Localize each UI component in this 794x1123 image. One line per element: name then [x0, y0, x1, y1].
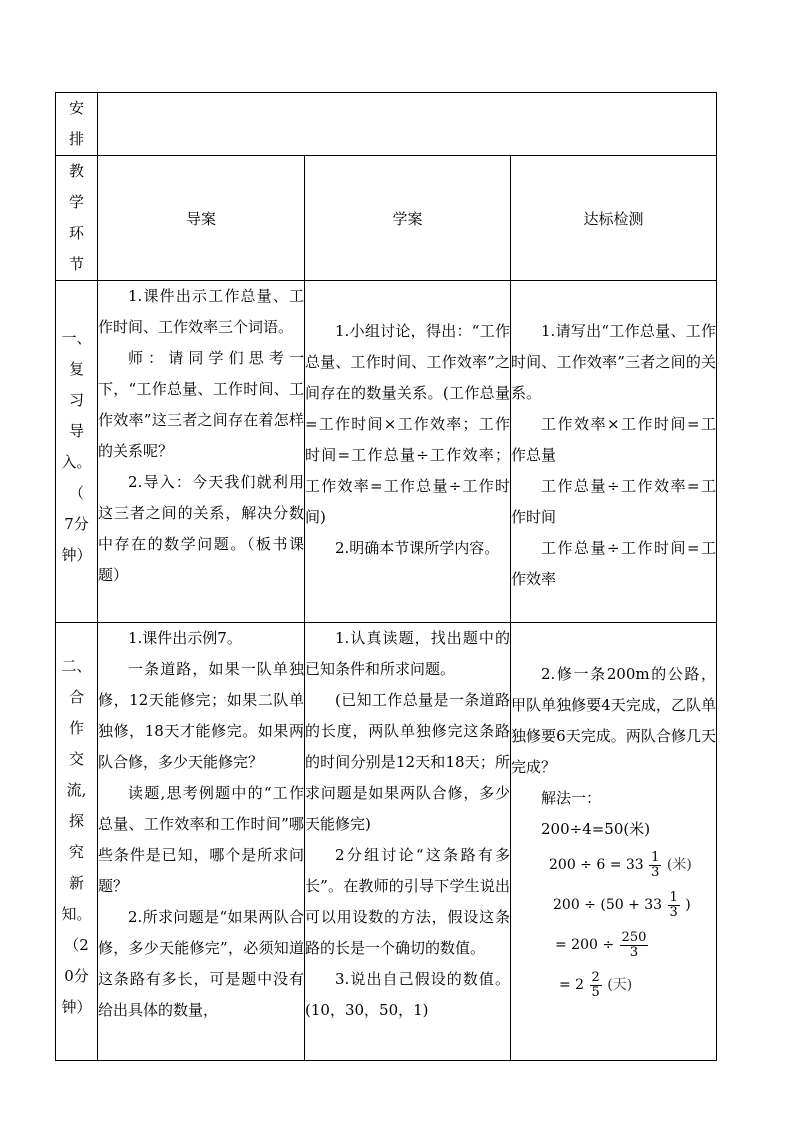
- section1-check: [511, 281, 717, 623]
- section2-label-char: 二、: [61, 657, 92, 675]
- section1-label-char: 一、: [61, 329, 92, 347]
- section2-label-cell: [56, 623, 98, 1061]
- lesson-plan-table: [55, 92, 717, 1061]
- eq2-fraction: [649, 851, 661, 880]
- section1-label-char: 7分: [64, 515, 89, 533]
- section1-label-char: 钟）: [61, 546, 92, 564]
- eq3-fraction: [668, 891, 680, 920]
- section2-label-char: 究: [68, 843, 84, 861]
- eq4-denominator: 3: [629, 944, 639, 960]
- equation-3: [511, 885, 716, 925]
- header-row: [56, 156, 717, 281]
- guide-paragraph: 1.课件出示例7。: [128, 629, 242, 647]
- section1-label-cell: [56, 281, 98, 623]
- guide-paragraph: 读题,思考例题中的“工作总量、工作效率和工作时间”哪些条件是已知，哪个是所求问题？: [98, 784, 304, 895]
- arrange-content-cell: [98, 93, 717, 156]
- arrange-char: 排: [68, 130, 84, 148]
- stage-char: 学: [68, 193, 84, 211]
- eq4-left: = 200 ÷: [555, 937, 615, 953]
- eq2-left: 200 ÷ 6 = 33: [549, 857, 644, 873]
- equation-2: [511, 845, 716, 885]
- section1-row: [56, 281, 717, 623]
- eq2-unit: (米): [666, 857, 692, 873]
- arrange-char: 安: [68, 99, 84, 117]
- eq5-denominator: 5: [591, 984, 600, 1000]
- section2-row: [56, 623, 717, 1061]
- section1-guide: [98, 281, 305, 623]
- eq5-unit: (天): [607, 977, 633, 993]
- section1-label-char: 习: [68, 391, 84, 409]
- section2-label-char: 作: [68, 719, 84, 737]
- equation-1: 200÷4=50(米): [541, 820, 651, 838]
- check-paragraph: 工作总量÷工作效率=工作时间: [511, 477, 717, 526]
- guide-paragraph: 2.导入：今天我们就利用这三者之间的关系，解决分数中存在的数学问题。（板书课题）: [98, 473, 304, 584]
- check-paragraph: 工作总量÷工作时间=工作效率: [511, 539, 717, 588]
- study-paragraph: (已知工作总量是一条道路的长度，两队单独修完这条路的时间分别是12天和18天；所求问题是如果两队合修，多少天能修完): [305, 691, 510, 833]
- arrange-row: [56, 93, 717, 156]
- section2-label-char: 合: [68, 688, 84, 706]
- equation-4: [511, 925, 716, 965]
- check-problem: 2.修一条200m的公路，甲队单独修要4天完成，乙队单独修要6天完成。两队合修几天完成？: [511, 665, 717, 776]
- section1-label-char: 导: [68, 422, 84, 440]
- eq3-left: 200 ÷ (50 + 33: [553, 897, 663, 913]
- check-paragraph: 工作效率×工作时间=工作总量: [511, 415, 717, 464]
- guide-paragraph: 师：请同学们思考一下，“工作总量、工作时间、工作效率”这三者之间存在着怎样的关系呢？: [98, 349, 304, 460]
- eq5-left: = 2: [559, 977, 585, 993]
- guide-paragraph: 1.课件出示工作总量、工作时间、工作效率三个词语。: [98, 287, 304, 336]
- section2-label-char: （2: [64, 936, 89, 954]
- section2-label-char: 钟）: [61, 998, 92, 1016]
- guide-paragraph: 一条道路，如果一队单独修，12天能修完；如果二队单独修，18天才能修完。如果两队合修，多少天能修完？: [98, 660, 304, 771]
- arrange-label-cell: [56, 93, 98, 156]
- method-label: 解法一：: [541, 789, 602, 807]
- section2-label-char: 流,: [66, 781, 87, 799]
- section1-study: [305, 281, 511, 623]
- eq3-denominator: 3: [669, 904, 678, 920]
- study-paragraph: 3.说出自己假设的数值。(10，30，50，1): [305, 970, 510, 1019]
- section1-label-char: （: [68, 484, 84, 502]
- section2-check: [511, 623, 717, 1061]
- stage-char: 环: [68, 224, 84, 242]
- section1-label-char: 复: [68, 360, 84, 378]
- header-check: 达标检测: [511, 156, 717, 281]
- eq5-fraction: [590, 971, 602, 1000]
- study-paragraph: 1.小组讨论，得出：“工作总量、工作时间、工作效率”之间存在的数量关系。(工作总量=工作时间×工作效率；工作时间=工作总量÷工作效率；工作效率=工作总量÷工作时间): [305, 322, 510, 526]
- study-paragraph: 2分组讨论“这条路有多长”。在教师的引导下学生说出可以用设数的方法，假设这条路的长是一个确切的数值。: [305, 846, 510, 957]
- section2-label-char: 探: [68, 812, 84, 830]
- eq2-denominator: 3: [651, 864, 660, 880]
- stage-char: 教: [68, 162, 84, 180]
- study-paragraph: 1.认真读题，找出题中的已知条件和所求问题。: [305, 629, 510, 678]
- section2-study: [305, 623, 511, 1061]
- eq3-numerator: 1: [669, 889, 678, 905]
- guide-paragraph: 2.所求问题是“如果两队合修，多少天能修完”，必须知道这条路有多长，可是题中没有给出具体的数量，: [98, 908, 304, 1019]
- section2-guide: [98, 623, 305, 1061]
- section2-label-char: 交: [68, 750, 84, 768]
- section2-label-char: 新: [68, 874, 84, 892]
- eq2-numerator: 1: [651, 849, 660, 865]
- check-paragraph: 1.请写出“工作总量、工作时间、工作效率”三者之间的关系。: [511, 322, 717, 402]
- section2-label-char: 0分: [64, 967, 89, 985]
- eq5-numerator: 2: [591, 969, 600, 985]
- header-guide: 导案: [98, 156, 305, 281]
- eq4-fraction: [620, 931, 649, 960]
- section2-label-char: 知。: [61, 905, 92, 923]
- study-paragraph: 2.明确本节课所学内容。: [335, 539, 500, 557]
- stage-label-cell: [56, 156, 98, 281]
- section1-label-char: 入。: [61, 453, 92, 471]
- eq4-numerator: 250: [621, 929, 647, 945]
- eq3-right: ): [685, 897, 691, 913]
- header-study: 学案: [305, 156, 511, 281]
- stage-char: 节: [68, 255, 84, 273]
- equation-5: [511, 965, 716, 1005]
